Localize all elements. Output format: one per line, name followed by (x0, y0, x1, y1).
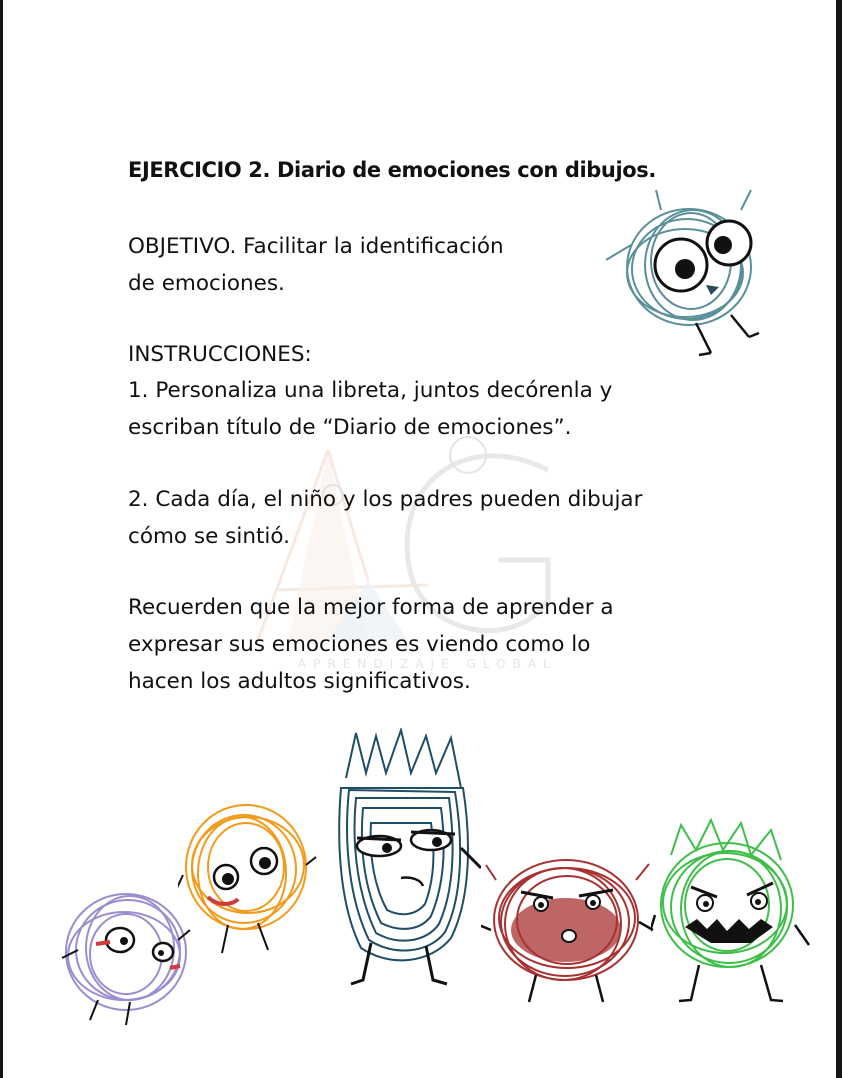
instructions-heading: INSTRUCCIONES: (128, 342, 312, 367)
page-right-border (836, 0, 842, 1078)
step1-line: escriban título de “Diario de emociones”. (128, 415, 572, 440)
green-monster-icon (651, 815, 816, 1010)
closing-paragraph (128, 589, 728, 700)
objective-line: OBJETIVO. Facilitar la identificación (128, 234, 504, 259)
svg-text:APRENDIZAJE GLOBAL: APRENDIZAJE GLOBAL (298, 657, 557, 671)
navy-monster-icon (331, 728, 481, 993)
closing-line: hacen los adultos significativos. (128, 669, 471, 694)
instruction-step-2 (128, 481, 728, 555)
document-page (3, 0, 836, 1078)
closing-line: Recuerden que la mejor forma de aprender a (128, 595, 614, 620)
purple-monster-icon (58, 880, 198, 1030)
objective-line: de emociones. (128, 271, 285, 296)
orange-monster-icon (178, 795, 318, 960)
step2-line: 2. Cada día, el niño y los padres pueden dibujar (128, 487, 643, 512)
step2-line: cómo se sintió. (128, 524, 290, 549)
closing-line: expresar sus emociones es viendo como lo (128, 632, 591, 657)
exercise-title: EJERCICIO 2. Diario de emociones con dibujos. (128, 158, 656, 182)
teal-monster-icon (601, 185, 781, 365)
red-monster-icon (481, 830, 656, 1005)
instruction-step-1 (128, 372, 728, 446)
objective-paragraph (128, 228, 568, 302)
step1-line: 1. Personaliza una libreta, juntos decórenla y (128, 378, 613, 403)
